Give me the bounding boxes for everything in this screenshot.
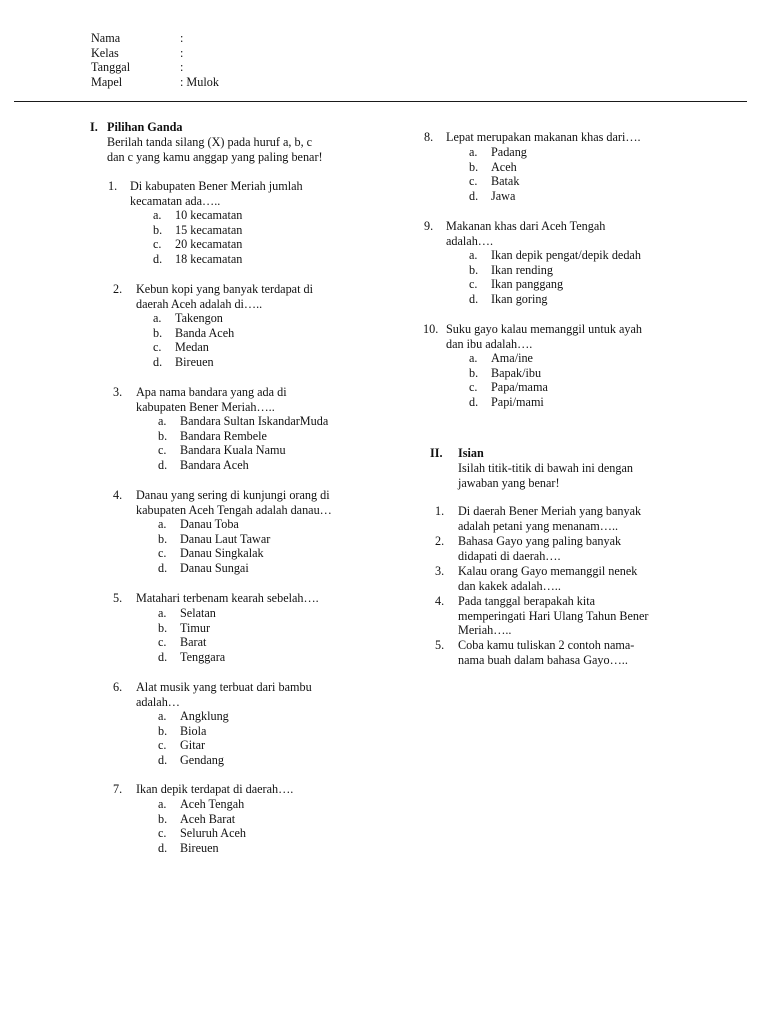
fill-in-item-5[interactable] xyxy=(435,638,735,668)
option-d[interactable]: d. Ikan goring xyxy=(469,292,548,307)
option-b[interactable]: b. Bandara Rembele xyxy=(158,428,267,443)
field-value-kelas: : xyxy=(180,46,184,60)
item-number: 4. xyxy=(435,594,445,608)
option-d[interactable]: d. Tenggara xyxy=(158,650,226,665)
option-list xyxy=(158,517,358,576)
item-text: Bahasa Gayo yang paling banyak didapati di daerah…. xyxy=(458,534,622,563)
option-c[interactable]: c. Seluruh Aceh xyxy=(158,826,247,841)
question-stem xyxy=(446,322,642,351)
option-list xyxy=(158,709,358,768)
stem-line: kabupaten Aceh Tengah adalah danau… xyxy=(136,502,332,517)
section-1-instruction-line: dan c yang kamu anggap yang paling benar! xyxy=(107,150,323,164)
question-number: 3. xyxy=(113,385,123,399)
option-d[interactable]: d. Bireuen xyxy=(153,355,214,370)
section-1-title: Pilihan Ganda xyxy=(107,120,183,134)
stem-line: kecamatan ada….. xyxy=(130,193,221,208)
option-list xyxy=(469,248,699,307)
section-2-title: Isian xyxy=(458,446,484,460)
option-c[interactable]: c. Barat xyxy=(158,635,207,650)
question-number: 10. xyxy=(423,322,439,336)
option-b[interactable]: b. Bapak/ibu xyxy=(469,365,542,380)
item-text: Coba kamu tuliskan 2 contoh nama- nama buah dalam bahasa Gayo….. xyxy=(458,638,635,667)
option-list xyxy=(469,351,669,410)
question-number: 4. xyxy=(113,488,123,502)
option-a[interactable]: a. Padang xyxy=(469,145,527,159)
field-label-tanggal: Tanggal xyxy=(91,60,131,74)
option-list xyxy=(158,414,378,473)
question-number: 6. xyxy=(113,680,123,694)
option-a[interactable]: a. Selatan xyxy=(158,606,216,620)
option-c[interactable]: c. Papa/mama xyxy=(469,380,548,395)
option-b[interactable]: b. Aceh xyxy=(469,159,517,174)
question-number: 5. xyxy=(113,591,123,605)
item-text: Di daerah Bener Meriah yang banyak adalah petani yang menanam….. xyxy=(458,504,642,533)
fill-in-item-3[interactable] xyxy=(435,564,735,594)
option-d[interactable]: d. Jawa xyxy=(469,189,516,204)
option-list xyxy=(158,797,358,856)
item-number: 3. xyxy=(435,564,445,578)
option-a[interactable]: a. Danau Toba xyxy=(158,517,239,531)
item-text: Pada tanggal berapakah kita memperingati Hari Ulang Tahun Bener Meriah….. xyxy=(458,594,649,638)
option-c[interactable]: c. Ikan panggang xyxy=(469,277,564,292)
section-2-number: II. xyxy=(430,446,443,460)
option-d[interactable]: d. Bireuen xyxy=(158,841,219,856)
option-c[interactable]: c. Bandara Kuala Namu xyxy=(158,443,286,458)
question-stem xyxy=(136,782,293,797)
field-label-mapel: Mapel xyxy=(91,75,123,89)
field-value-mapel: : Mulok xyxy=(180,75,219,89)
stem-line: Lepat merupakan makanan khas dari…. xyxy=(446,130,641,144)
option-b[interactable]: b. Timur xyxy=(158,620,211,635)
option-a[interactable]: a. Takengon xyxy=(153,311,223,325)
stem-line: kabupaten Bener Meriah….. xyxy=(136,399,275,414)
option-d[interactable]: d. 18 kecamatan xyxy=(153,252,243,267)
question-stem xyxy=(446,219,605,248)
fill-in-item-1[interactable] xyxy=(435,504,735,534)
question-number: 7. xyxy=(113,782,123,796)
fill-in-item-2[interactable] xyxy=(435,534,735,564)
option-list xyxy=(153,208,353,267)
option-a[interactable]: a. 10 kecamatan xyxy=(153,208,243,222)
stem-line: Apa nama bandara yang ada di xyxy=(136,385,287,399)
question-number: 9. xyxy=(424,219,434,233)
option-c[interactable]: c. Danau Singkalak xyxy=(158,546,264,561)
header-divider xyxy=(14,101,747,102)
section-2-instruction-line: Isilah titik-titik di bawah ini dengan xyxy=(458,461,633,475)
question-number: 8. xyxy=(424,130,434,144)
field-label-kelas: Kelas xyxy=(91,46,119,60)
option-a[interactable]: a. Bandara Sultan IskandarMuda xyxy=(158,414,329,428)
item-text: Kalau orang Gayo memanggil nenek dan kakek adalah….. xyxy=(458,564,638,593)
stem-line: Makanan khas dari Aceh Tengah xyxy=(446,219,606,233)
section-2-instruction-line: jawaban yang benar! xyxy=(458,476,560,490)
question-stem xyxy=(446,130,641,145)
item-number: 2. xyxy=(435,534,445,548)
option-d[interactable]: d. Danau Sungai xyxy=(158,561,249,576)
stem-line: Kebun kopi yang banyak terdapat di xyxy=(136,282,314,296)
fill-in-list xyxy=(435,504,735,668)
stem-line: dan ibu adalah…. xyxy=(446,336,533,351)
stem-line: Ikan depik terdapat di daerah…. xyxy=(136,782,294,796)
fill-in-item-4[interactable] xyxy=(435,594,735,638)
field-value-tanggal: : xyxy=(180,60,184,74)
section-1-number: I. xyxy=(90,120,98,134)
question-stem xyxy=(130,179,303,208)
option-list xyxy=(469,145,669,204)
option-b[interactable]: b. Aceh Barat xyxy=(158,811,236,826)
item-number: 5. xyxy=(435,638,445,652)
option-b[interactable]: b. Banda Aceh xyxy=(153,325,235,340)
option-a[interactable]: a. Aceh Tengah xyxy=(158,797,245,811)
option-list xyxy=(153,311,353,370)
option-c[interactable]: c. 20 kecamatan xyxy=(153,237,243,252)
stem-line: adalah…. xyxy=(446,233,494,248)
option-d[interactable]: d. Papi/mami xyxy=(469,395,544,410)
option-a[interactable]: a. Ama/ine xyxy=(469,351,533,365)
question-stem xyxy=(136,385,287,414)
question-stem xyxy=(136,488,332,517)
section-1-instruction-line: Berilah tanda silang (X) pada huruf a, b, c xyxy=(107,135,313,149)
option-b[interactable]: b. 15 kecamatan xyxy=(153,222,243,237)
option-a[interactable]: a. Ikan depik pengat/depik dedah xyxy=(469,248,641,262)
field-value-nama: : xyxy=(180,31,184,45)
option-a[interactable]: a. Angklung xyxy=(158,709,229,723)
option-c[interactable]: c. Batak xyxy=(469,174,520,189)
item-number: 1. xyxy=(435,504,445,518)
option-b[interactable]: b. Ikan rending xyxy=(469,262,553,277)
option-d[interactable]: d. Gendang xyxy=(158,753,224,768)
stem-line: Di kabupaten Bener Meriah jumlah xyxy=(130,179,303,193)
stem-line: Matahari terbenam kearah sebelah…. xyxy=(136,591,319,605)
option-c[interactable]: c. Gitar xyxy=(158,738,206,753)
option-b[interactable]: b. Biola xyxy=(158,723,207,738)
option-d[interactable]: d. Bandara Aceh xyxy=(158,458,249,473)
question-stem xyxy=(136,591,319,606)
field-label-nama: Nama xyxy=(91,31,121,45)
question-stem xyxy=(136,680,312,709)
option-c[interactable]: c. Medan xyxy=(153,340,209,355)
stem-line: Danau yang sering di kunjungi orang di xyxy=(136,488,330,502)
option-list xyxy=(158,606,358,665)
stem-line: Alat musik yang terbuat dari bambu xyxy=(136,680,312,694)
stem-line: Suku gayo kalau memanggil untuk ayah xyxy=(446,322,642,336)
question-stem xyxy=(136,282,313,311)
stem-line: adalah… xyxy=(136,694,180,709)
question-number: 1. xyxy=(108,179,118,193)
question-number: 2. xyxy=(113,282,123,296)
stem-line: daerah Aceh adalah di….. xyxy=(136,296,263,311)
option-b[interactable]: b. Danau Laut Tawar xyxy=(158,531,271,546)
